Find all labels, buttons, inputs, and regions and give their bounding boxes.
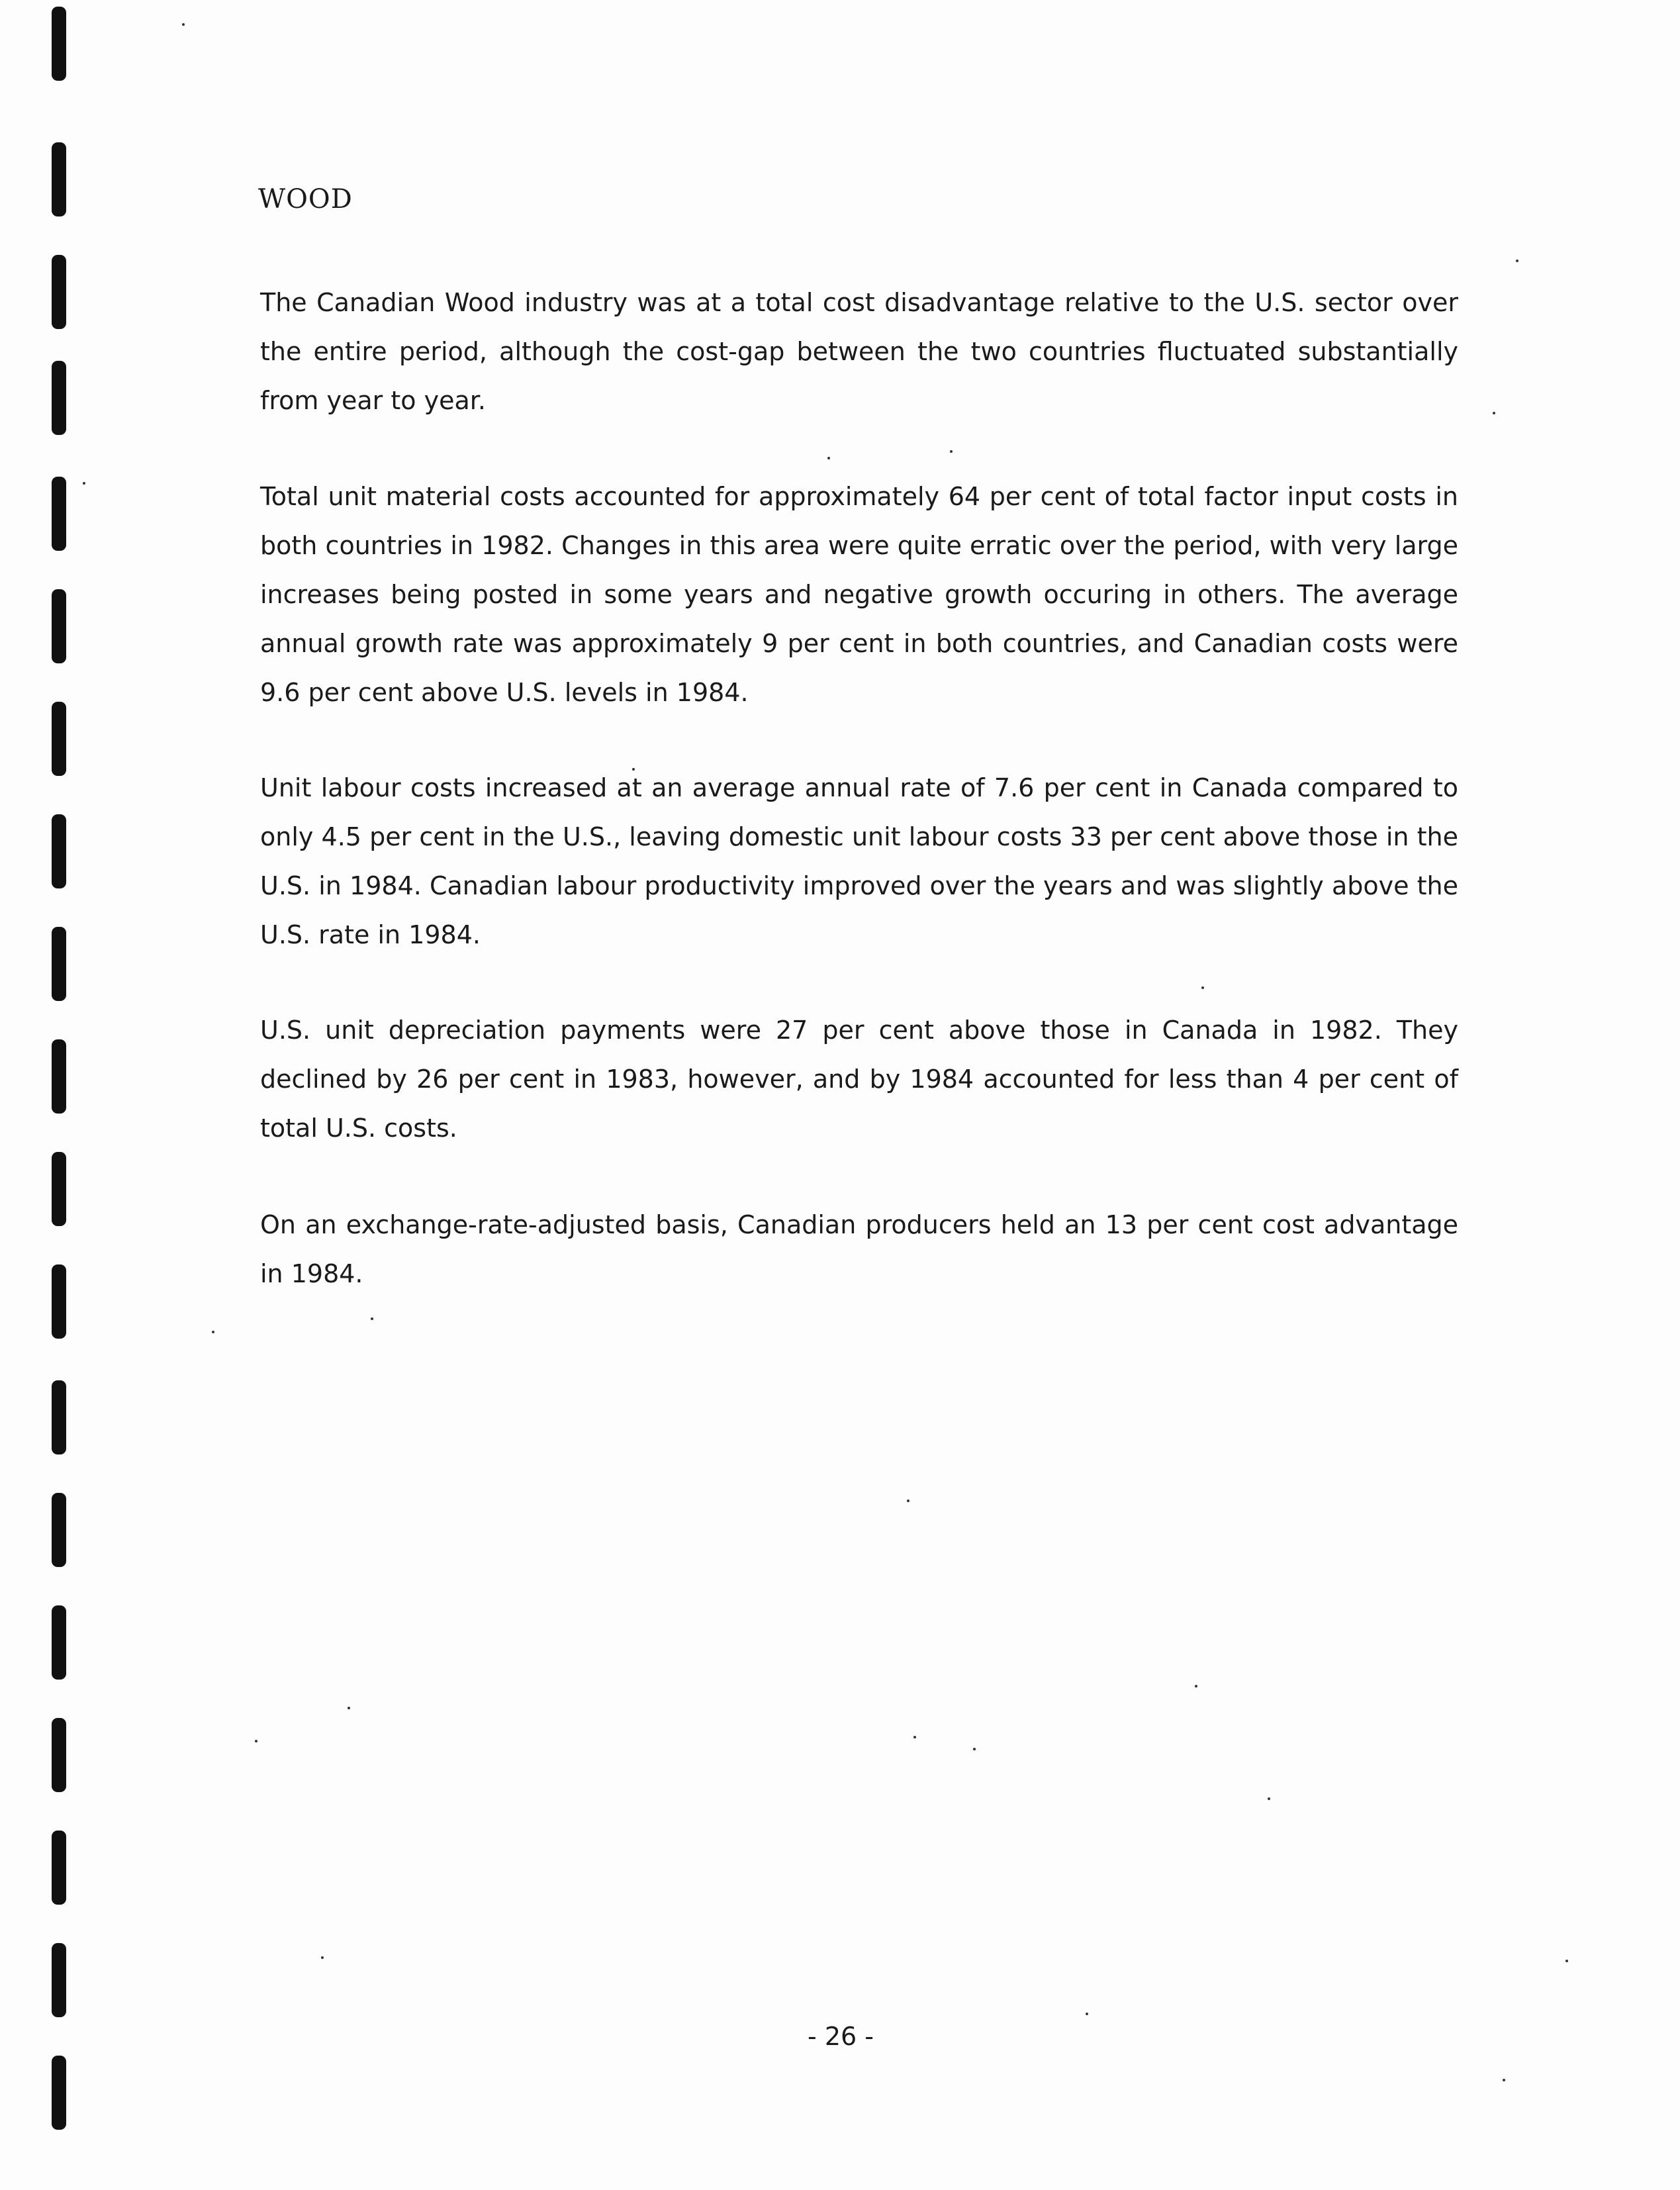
- scan-speck: [907, 1500, 910, 1502]
- paragraph: Total unit material costs accounted for approximately 64 per cent of total factor input costs in both countries in 1982. Changes in this area were quite erratic over the period, with very large increases being posted in some years and negative growth occuring in others. The average annual growth rate was approximately 9 per cent in both countries, and Canadian costs were 9.6 per cent above U.S. levels in 1984.: [260, 482, 1458, 707]
- scan-speck: [1565, 1960, 1568, 1962]
- scan-speck: [83, 482, 85, 485]
- scan-speck: [1195, 1685, 1197, 1688]
- scan-speck: [348, 1707, 350, 1709]
- page-number: - 26 -: [808, 2022, 874, 2051]
- binding-hole: [52, 1718, 66, 1792]
- binding-hole: [52, 1831, 66, 1905]
- scan-speck: [1268, 1797, 1270, 1800]
- binding-hole: [52, 361, 66, 435]
- scan-speck: [1493, 412, 1495, 414]
- paragraph: The Canadian Wood industry was at a total cost disadvantage relative to the U.S. sector over the entire period, although the cost-gap between the two countries fluctuated substantially from year to year.: [260, 288, 1458, 415]
- binding-hole: [52, 1152, 66, 1226]
- paragraph: On an exchange-rate-adjusted basis, Canadian producers held an 13 per cent cost advantage in 1984.: [260, 1210, 1458, 1288]
- binding-hole: [52, 1380, 66, 1454]
- binding-hole: [52, 1493, 66, 1567]
- binding-holes: [40, 0, 73, 2190]
- scan-speck: [371, 1317, 373, 1320]
- scan-speck: [1503, 2079, 1505, 2081]
- binding-hole: [52, 142, 66, 216]
- binding-hole: [52, 7, 66, 81]
- scan-speck: [1086, 2013, 1088, 2015]
- binding-hole: [52, 477, 66, 551]
- binding-hole: [52, 814, 66, 888]
- scan-speck: [1516, 260, 1518, 262]
- binding-hole: [52, 1943, 66, 2017]
- scan-speck: [827, 457, 830, 459]
- scan-speck: [212, 1331, 214, 1333]
- scan-speck: [632, 768, 635, 771]
- binding-hole: [52, 1605, 66, 1680]
- binding-hole: [52, 1039, 66, 1114]
- section-heading: WOOD: [258, 184, 353, 214]
- paragraph: U.S. unit depreciation payments were 27 per cent above those in Canada in 1982. They declined by 26 per cent in 1983, however, and by 1984 accounted for less than 4 per cent of total U.S. costs.: [260, 1016, 1458, 1143]
- scan-speck: [1201, 986, 1204, 989]
- binding-hole: [52, 1264, 66, 1339]
- scan-speck: [950, 450, 953, 453]
- scan-speck: [973, 1748, 976, 1750]
- scan-speck: [321, 1956, 324, 1959]
- binding-hole: [52, 255, 66, 329]
- scan-speck: [182, 23, 185, 26]
- scan-speck: [913, 1736, 916, 1738]
- paragraph: Unit labour costs increased at an average annual rate of 7.6 per cent in Canada compared to only 4.5 per cent in the U.S., leaving domestic unit labour costs 33 per cent above those in the U.S. in 1984. Canadian labour productivity improved over the years and was slightly above the U.S. rate in 1984.: [260, 773, 1458, 949]
- binding-hole: [52, 702, 66, 776]
- binding-hole: [52, 2056, 66, 2130]
- binding-hole: [52, 927, 66, 1001]
- scan-speck: [255, 1740, 257, 1742]
- binding-hole: [52, 589, 66, 663]
